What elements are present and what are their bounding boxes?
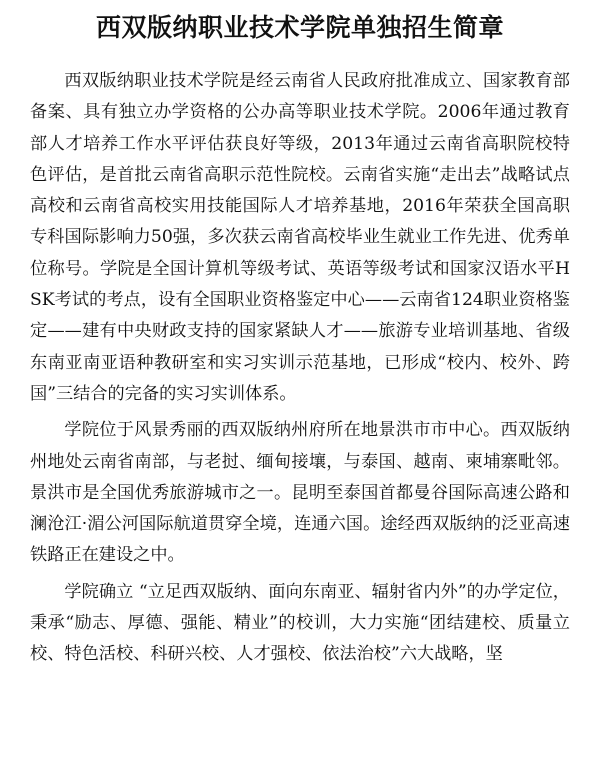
paragraph-positioning: 学院确立 “立足西双版纳、面向东南亚、辐射省内外”的办学定位，秉承“励志、厚德、强能、精业”的校训，大力实施“团结建校、质量立校、特色活校、科研兴校、人才强校、依法治校”六大战略，坚 xyxy=(30,581,570,665)
document-title: 西双版纳职业技术学院单独招生简章 xyxy=(95,13,504,42)
paragraph-location: 学院位于风景秀丽的西双版纳州府所在地景洪市市中心。西双版纳州地处云南省南部，与老挝、缅甸接壤，与泰国、越南、柬埔寨毗邻。景洪市是全国优秀旅游城市之一。昆明至泰国首都曼谷国际高速公路和澜沧江·湄公河国际航道贯穿全境，连通六国。途经西双版纳的泛亚高速铁路正在建设之中。 xyxy=(30,420,570,566)
document-body xyxy=(30,66,570,671)
paragraph-intro: 西双版纳职业技术学院是经云南省人民政府批准成立、国家教育部备案、具有独立办学资格的公办高等职业技术学院。2006年通过教育部人才培养工作水平评估获良好等级，2013年通过云南省高职院校特色评估，是首批云南省高职示范性院校。云南省实施“走出去”战略试点高校和云南省高校实用技能国际人才培养基地，2016年荣获全国高职专科国际影响力50强，多次获云南省高校毕业生就业工作先进、优秀单位称号。学院是全国计算机等级考试、英语等级考试和国家汉语水平HSK考试的考点，设有全国职业资格鉴定中心——云南省124职业资格鉴定——建有中央财政支持的国家紧缺人才——旅游专业培训基地、省级东南亚南亚语种教研室和实习实训示范基地，已形成“校内、校外、跨国”三结合的完备的实习实训体系。 xyxy=(30,71,570,404)
